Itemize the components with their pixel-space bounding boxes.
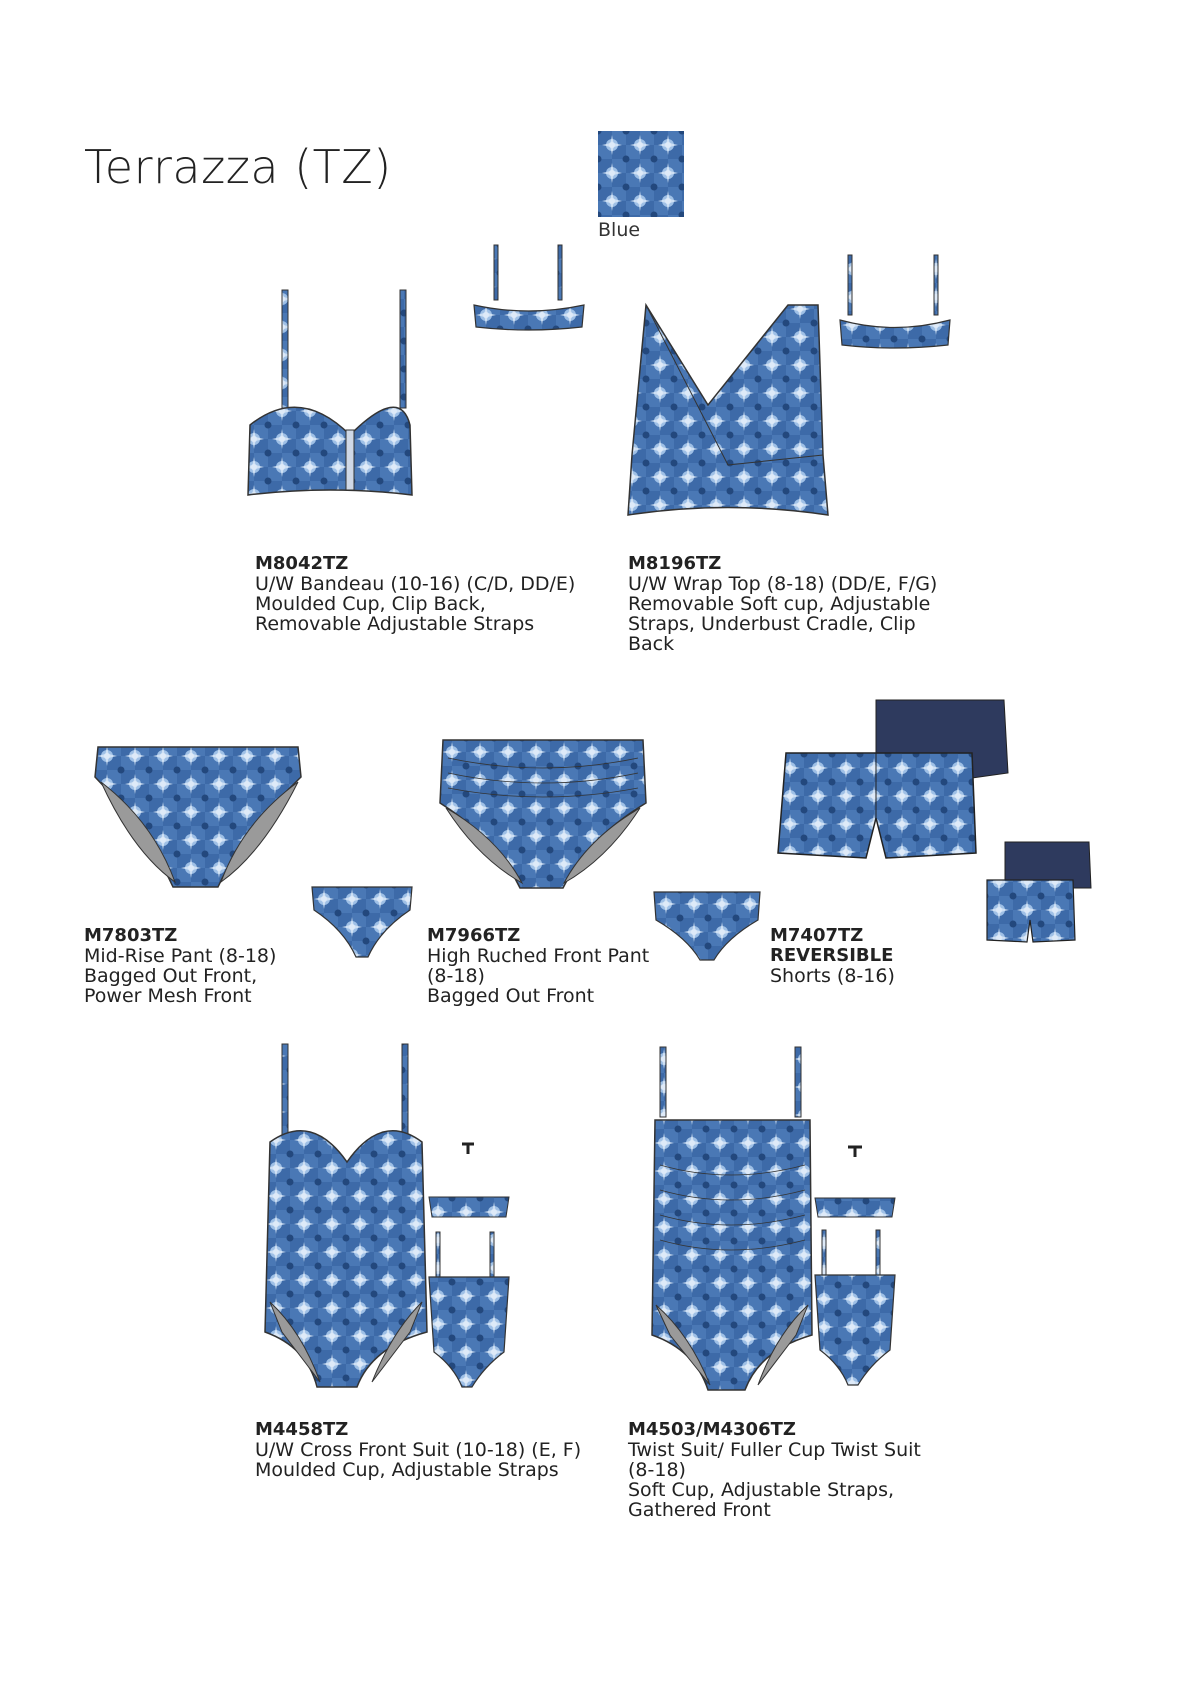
cross-front-suit-illustration: [262, 1042, 432, 1392]
product-caption-m4458tz: [255, 1420, 581, 1480]
product-desc: Gathered Front: [628, 1499, 771, 1521]
product-desc: Bagged Out Front,: [84, 965, 258, 987]
product-caption-m4503-m4306tz: [628, 1420, 921, 1520]
product-desc: Removable Soft cup, Adjustable: [628, 593, 931, 615]
product-subcode: REVERSIBLE: [770, 945, 894, 966]
product-caption-m7407tz: [770, 926, 895, 986]
product-desc: Moulded Cup, Clip Back,: [255, 593, 486, 615]
page-title: Terrazza (TZ): [84, 140, 392, 194]
product-desc: High Ruched Front Pant: [427, 945, 650, 967]
product-code: M4458TZ: [255, 1419, 349, 1440]
product-desc: U/W Cross Front Suit (10-18) (E, F): [255, 1439, 582, 1461]
reversible-shorts-small-view: [985, 840, 1095, 945]
product-desc: U/W Bandeau (10-16) (C/D, DD/E): [255, 573, 576, 595]
product-caption-m7803tz: [84, 926, 276, 1006]
wrap-top-illustration: [618, 295, 838, 520]
product-desc: Moulded Cup, Adjustable Straps: [255, 1459, 559, 1481]
twist-suit-back-view: [810, 1145, 900, 1395]
product-desc: Back: [628, 633, 675, 655]
reversible-shorts-illustration: [776, 698, 1016, 888]
product-desc: (8-18): [628, 1459, 686, 1481]
wrap-top-back-view: [838, 255, 953, 350]
product-code: M7407TZ: [770, 925, 864, 946]
product-desc: Straps, Underbust Cradle, Clip: [628, 613, 916, 635]
twist-suit-illustration: [650, 1045, 815, 1395]
product-desc: (8-18): [427, 965, 485, 987]
product-desc: Mid-Rise Pant (8-18): [84, 945, 277, 967]
product-code: M8042TZ: [255, 553, 349, 574]
product-code: M8196TZ: [628, 553, 722, 574]
product-caption-m8042tz: [255, 554, 575, 634]
blue-print-swatch: [598, 131, 684, 217]
high-ruched-pant-back-view: [652, 890, 762, 962]
product-code: M7803TZ: [84, 925, 178, 946]
product-desc: Power Mesh Front: [84, 985, 252, 1007]
product-caption-m8196tz: [628, 554, 937, 654]
bandeau-top-illustration: [240, 285, 430, 515]
product-desc: Shorts (8-16): [770, 965, 895, 987]
swatch-label: Blue: [598, 219, 641, 241]
product-desc: Bagged Out Front: [427, 985, 595, 1007]
product-desc: Soft Cup, Adjustable Straps,: [628, 1479, 895, 1501]
high-ruched-pant-illustration: [438, 738, 648, 893]
cross-front-suit-back-view: [424, 1142, 514, 1392]
product-code: M7966TZ: [427, 925, 521, 946]
product-desc: Removable Adjustable Straps: [255, 613, 535, 635]
product-code: M4503/M4306TZ: [628, 1419, 796, 1440]
bandeau-back-view: [472, 245, 587, 335]
product-caption-m7966tz: [427, 926, 649, 1006]
product-desc: U/W Wrap Top (8-18) (DD/E, F/G): [628, 573, 938, 595]
product-desc: Twist Suit/ Fuller Cup Twist Suit: [628, 1439, 921, 1461]
mid-rise-pant-illustration: [93, 742, 308, 892]
mid-rise-pant-back-view: [310, 885, 415, 960]
